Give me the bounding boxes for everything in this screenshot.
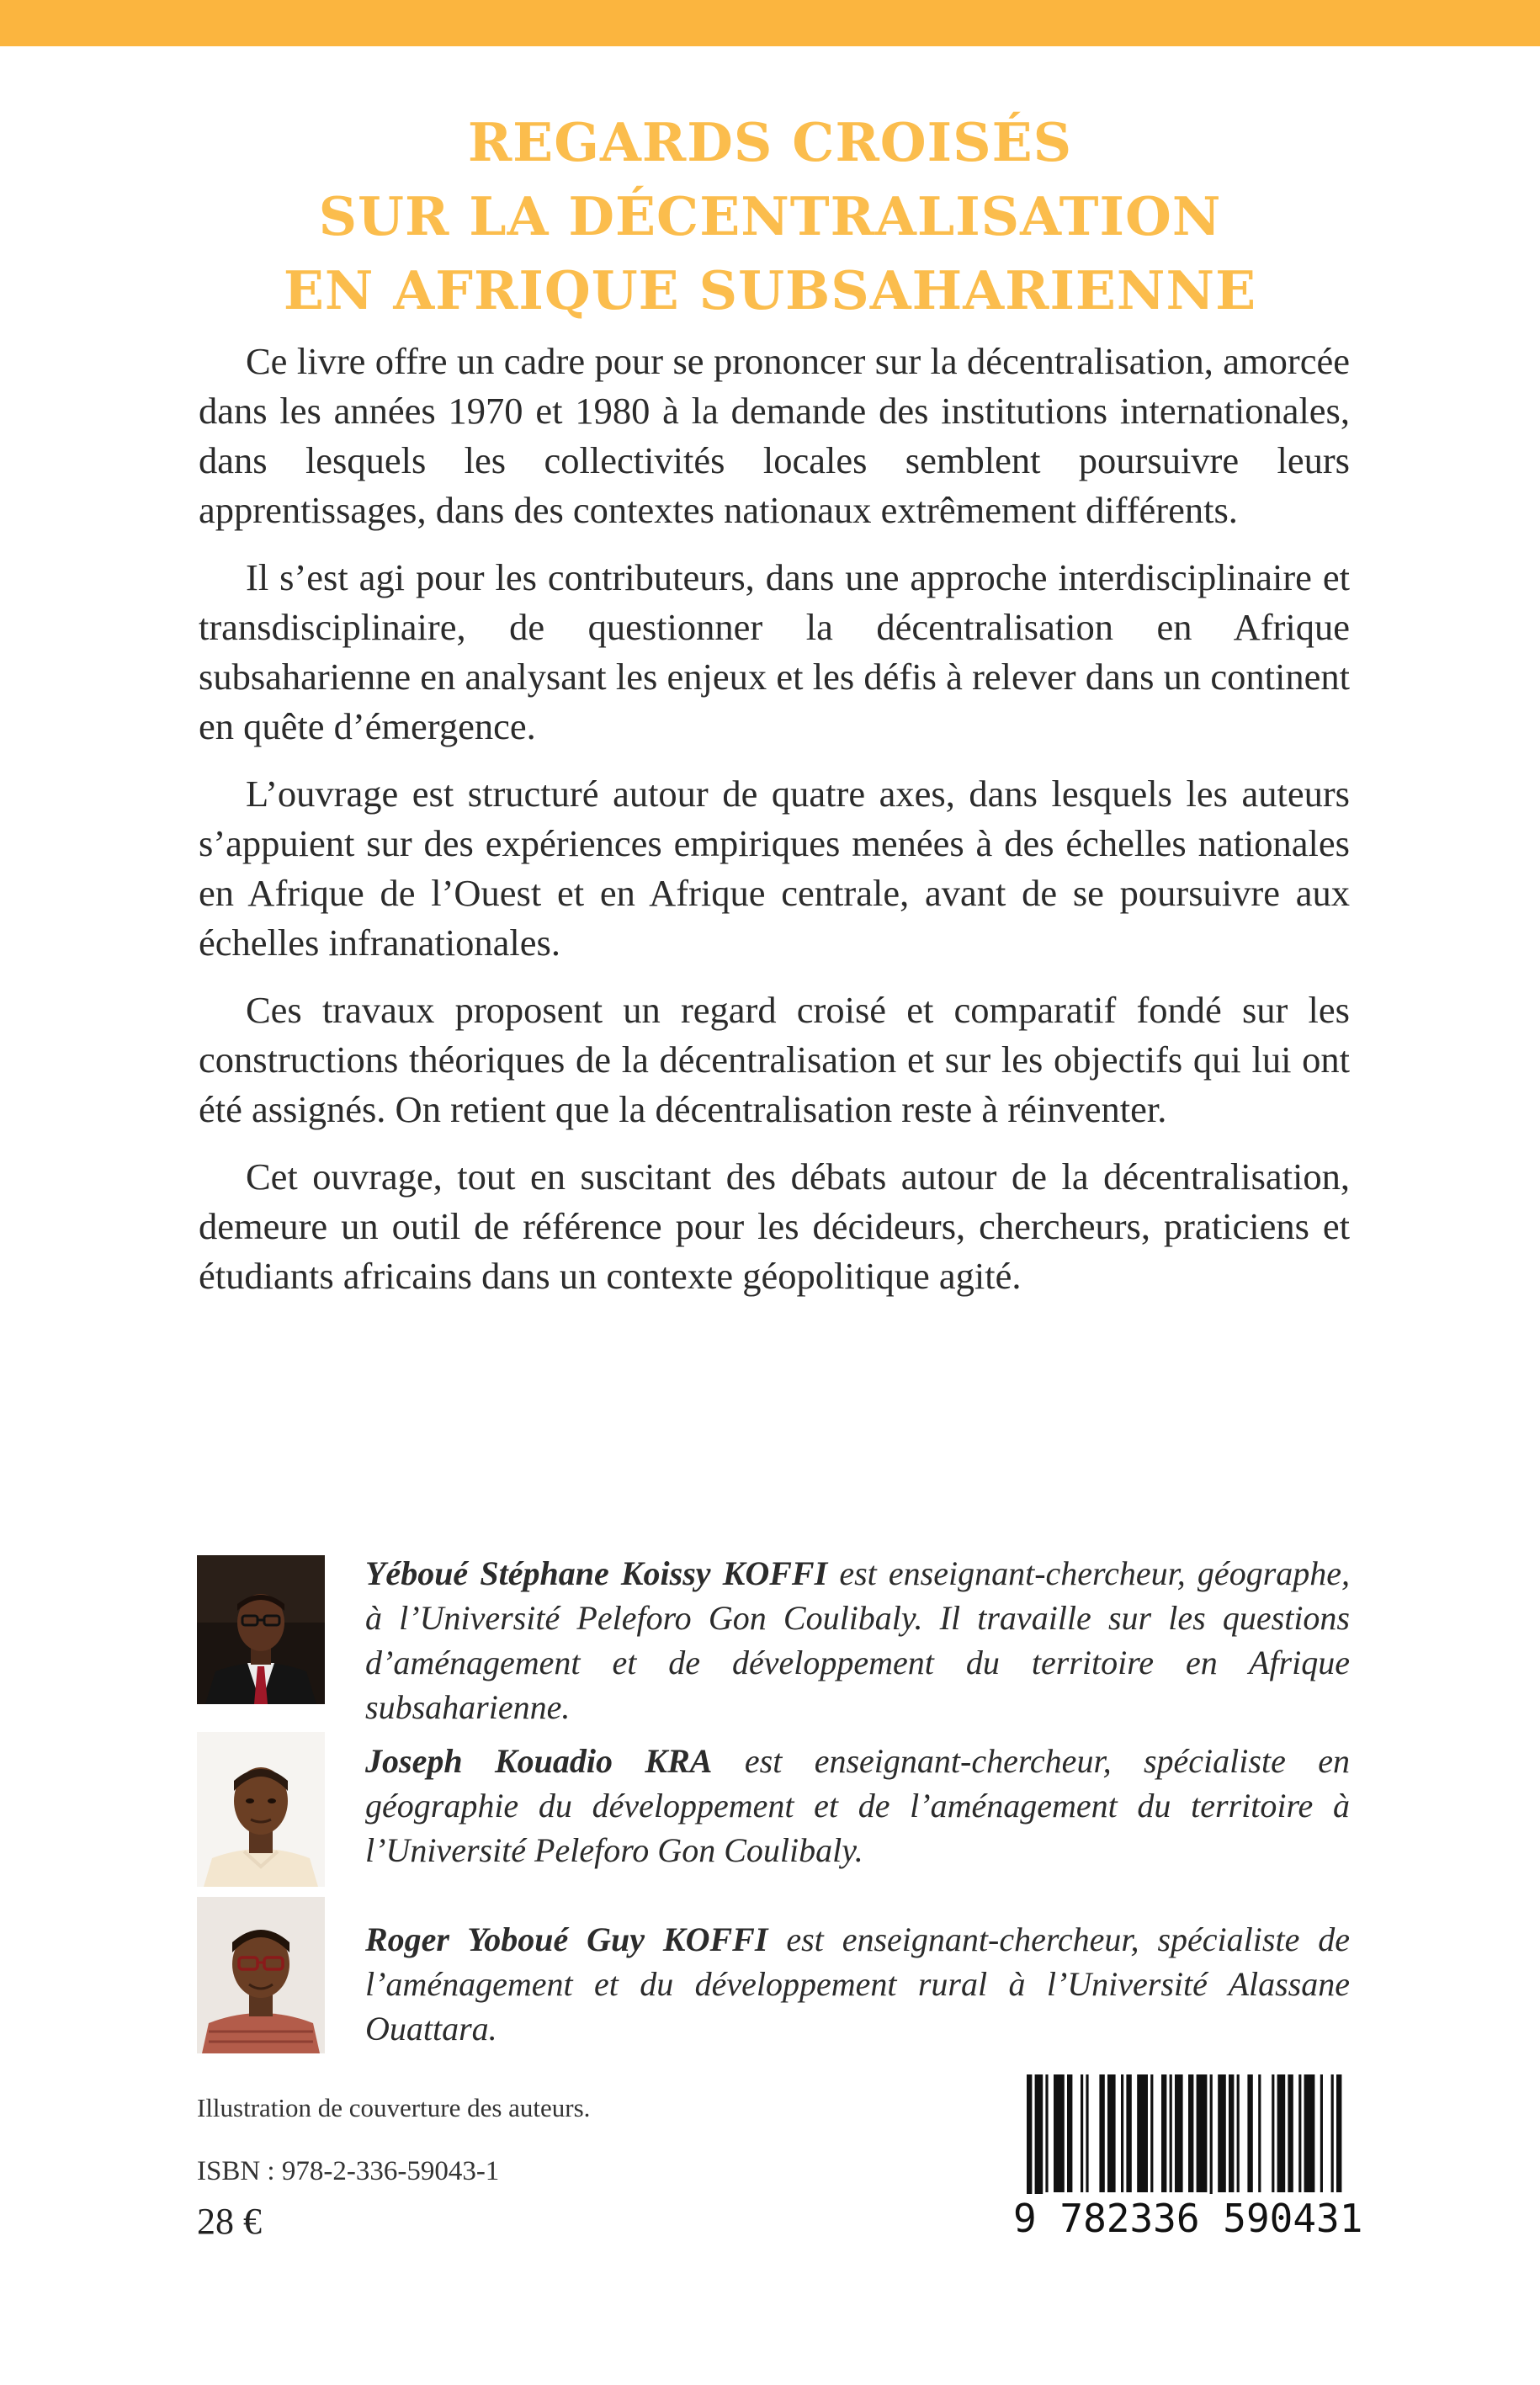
- book-title: [0, 105, 1540, 327]
- author-name-3: Roger Yoboué Guy KOFFI: [365, 1920, 768, 1958]
- author-bio-3: [365, 1917, 1350, 2051]
- author-description-3: est enseignant-chercheur, spécialiste de l’aménagement et du développement rural à l’Université Alassane Ouattara.: [365, 1920, 1350, 2048]
- author-name-2: Joseph Kouadio KRA: [365, 1742, 713, 1780]
- cover-illustration-credit: Illustration de couverture des auteurs.: [197, 2093, 591, 2122]
- summary-paragraph-4: Ces travaux proposent un regard croisé et comparatif fondé sur les constructions théoriques de la décentralisation et sur les objectifs qui lui ont été assignés. On retient que la décentralisation reste à réinventer.: [199, 989, 1350, 1130]
- author-photo-1: [197, 1555, 325, 1704]
- title-line-2: SUR LA DÉCENTRALISATION: [318, 185, 1222, 247]
- author-photo-2: [197, 1732, 325, 1887]
- author-photo-3: [197, 1897, 325, 2053]
- author-bio-1: [365, 1551, 1350, 1729]
- summary-paragraph-1: Ce livre offre un cadre pour se prononcer sur la décentralisation, amorcée dans les années 1970 et 1980 à la demande des institutions internationales, dans lesquels les collectivités locales semblent poursuivre leurs apprentissages, dans des contextes nationaux extrêmement différents.: [199, 340, 1350, 531]
- isbn: ISBN : 978-2-336-59043-1: [197, 2156, 500, 2186]
- title-line-1: REGARDS CROISÉS: [467, 111, 1073, 173]
- author-name-1: Yéboué Stéphane Koissy KOFFI: [365, 1554, 828, 1592]
- summary-paragraph-3: L’ouvrage est structuré autour de quatre axes, dans lesquels les auteurs s’appuient sur des expériences empiriques menées à des échelles nationales en Afrique de l’Ouest et en Afrique centrale, avant de se poursuivre aux échelles infranationales.: [199, 773, 1350, 964]
- book-summary: [199, 337, 1350, 1319]
- author-description-2: est enseignant-chercheur, spécialiste en géographie du développement et de l’aménagement du territoire à l’Université Peleforo Gon Coulibaly.: [365, 1742, 1350, 1869]
- summary-paragraph-2: Il s’est agi pour les contributeurs, dans une approche interdisciplinaire et transdisciplinaire, de questionner la décentralisation en Afrique subsaharienne en analysant les enjeux et les défis à relever dans un continent en quête d’émergence.: [199, 556, 1350, 747]
- top-color-band: [0, 0, 1540, 46]
- price: 28 €: [197, 2201, 262, 2242]
- summary-paragraph-5: Cet ouvrage, tout en suscitant des débats autour de la décentralisation, demeure un outil de référence pour les décideurs, chercheurs, praticiens et étudiants africains dans un contexte géopolitique agité.: [199, 1155, 1350, 1297]
- title-line-3: EN AFRIQUE SUBSAHARIENNE: [283, 259, 1257, 321]
- author-bio-2: [365, 1739, 1350, 1872]
- barcode-digits: 9 782336 590431: [1013, 2196, 1363, 2241]
- author-description-1: est enseignant-chercheur, géographe, à l’Université Peleforo Gon Coulibaly. Il travaille sur les questions d’aménagement et de développement du territoire en Afrique subsaharienne.: [365, 1554, 1351, 1726]
